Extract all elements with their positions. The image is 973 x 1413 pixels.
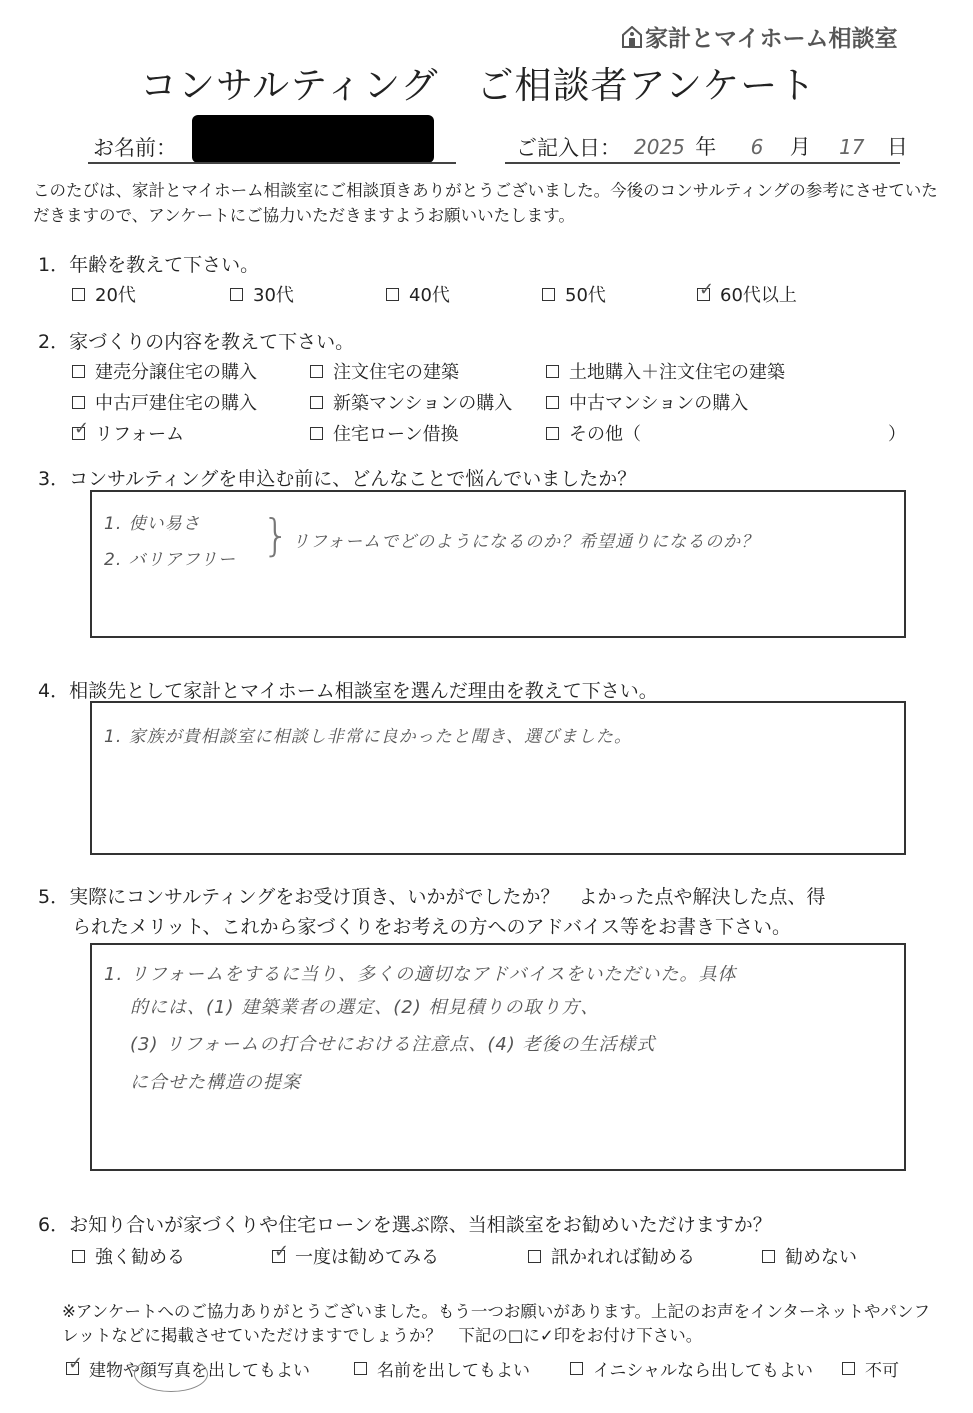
q3-answer-line1: 1. 使い易さ bbox=[104, 514, 201, 534]
q5-answer-line: に合せた構造の提案 bbox=[130, 1072, 301, 1093]
date-day: 17 bbox=[839, 135, 865, 159]
name-label: お名前： bbox=[93, 136, 177, 160]
q5-answer-line: 1. リフォームをするに当り、多くの適切なアドバイスをいただいた。具体 bbox=[104, 964, 737, 985]
q5-answer-line: 的には、(1) 建築業者の選定、(2) 相見積りの取り方、 bbox=[130, 997, 600, 1018]
checkbox[interactable] bbox=[546, 396, 559, 409]
date-underline bbox=[505, 162, 900, 164]
q2-option[interactable]: 住宅ローン借換 bbox=[310, 420, 459, 446]
date-value bbox=[634, 131, 908, 161]
checkbox[interactable] bbox=[310, 365, 323, 378]
q3-answer-line2: 2. バリアフリー bbox=[104, 550, 236, 570]
checkbox[interactable] bbox=[354, 1362, 367, 1375]
q1-option[interactable]: 50代 bbox=[542, 281, 606, 307]
date-year-unit: 年 bbox=[695, 135, 717, 159]
q2-option[interactable]: 新築マンションの購入 bbox=[310, 389, 512, 415]
q6-option[interactable]: 訊かれれば勧める bbox=[528, 1243, 695, 1269]
q2-option[interactable]: その他（ bbox=[546, 420, 641, 446]
checkbox[interactable] bbox=[72, 1250, 85, 1263]
permission-note: ※アンケートへのご協力ありがとうございました。もう一つお願いがあります。上記のお声をインターネットやパンフレットなどに掲載させていただけますでしょうか？ 下記の□に✓印をお付け下さい。 bbox=[62, 1302, 931, 1345]
checkbox-checked[interactable] bbox=[72, 427, 85, 440]
logo bbox=[622, 20, 898, 53]
permission-option[interactable]: 不可 bbox=[842, 1356, 899, 1381]
q2-option[interactable]: 建売分譲住宅の購入 bbox=[72, 358, 257, 384]
checkbox[interactable] bbox=[310, 427, 323, 440]
redacted-name bbox=[192, 115, 434, 163]
q4-label: 4．相談先として家計とマイホーム相談室を選んだ理由を教えて下さい。 bbox=[38, 680, 658, 702]
checkbox[interactable] bbox=[528, 1250, 541, 1263]
q2-label: 2．家づくりの内容を教えて下さい。 bbox=[38, 331, 355, 353]
q2-option[interactable]: 土地購入＋注文住宅の建築 bbox=[546, 358, 785, 384]
q2-option[interactable]: 中古マンションの購入 bbox=[546, 389, 748, 415]
q6-option[interactable]: ✓ 一度は勧めてみる bbox=[272, 1243, 439, 1269]
permission-option[interactable]: 名前を出してもよい bbox=[354, 1356, 530, 1381]
logo-text: 家計とマイホーム相談室 bbox=[645, 26, 898, 52]
intro-text: このたびは、家計とマイホーム相談室にご相談頂きありがとうございました。今後のコンサルティングの参考にさせていただきますので、アンケートにご協力いただきますようお願いいたします。 bbox=[33, 181, 938, 225]
date-day-unit: 日 bbox=[886, 135, 908, 159]
q1-option[interactable]: 20代 bbox=[72, 281, 136, 307]
page-title: コンサルティング ご相談者アンケート bbox=[140, 64, 817, 107]
checkbox[interactable] bbox=[386, 288, 399, 301]
brace-icon: } bbox=[262, 510, 290, 561]
checkbox[interactable] bbox=[72, 365, 85, 378]
checkbox-checked[interactable] bbox=[272, 1250, 285, 1263]
q1-label: 1．年齢を教えて下さい。 bbox=[38, 254, 260, 276]
q2-option[interactable]: 注文住宅の建築 bbox=[310, 358, 459, 384]
q3-answer-main: リフォームでどのようになるのか？希望通りになるのか？ bbox=[292, 532, 760, 552]
checkbox[interactable] bbox=[570, 1362, 583, 1375]
q6-option[interactable]: 強く勧める bbox=[72, 1243, 185, 1269]
permission-option[interactable]: ✓ 建物や顔写真を出してもよい bbox=[66, 1356, 310, 1381]
q5-answer-line: (3) リフォームの打合せにおける注意点、(4) 老後の生活様式 bbox=[130, 1034, 656, 1055]
q1-option[interactable]: 30代 bbox=[230, 281, 294, 307]
checkbox[interactable] bbox=[762, 1250, 775, 1263]
q2-option[interactable]: ✓ リフォーム bbox=[72, 420, 184, 446]
date-month-unit: 月 bbox=[789, 135, 811, 159]
checkbox-checked[interactable] bbox=[66, 1362, 79, 1375]
checkbox[interactable] bbox=[230, 288, 243, 301]
house-icon bbox=[622, 26, 642, 48]
q2-option[interactable]: 中古戸建住宅の購入 bbox=[72, 389, 257, 415]
checkbox[interactable] bbox=[546, 365, 559, 378]
q5-label-line2: られたメリット、これから家づくりをお考えの方へのアドバイス等をお書き下さい。 bbox=[72, 916, 791, 938]
q5-label-line1: 5．実際にコンサルティングをお受け頂き、いかがでしたか？ よかった点や解決した点、得 bbox=[38, 886, 826, 908]
date-year: 2025 bbox=[634, 135, 685, 159]
checkbox-checked[interactable] bbox=[697, 288, 710, 301]
date-month: 6 bbox=[750, 135, 764, 159]
q1-option[interactable]: 40代 bbox=[386, 281, 450, 307]
q2-other-close: ） bbox=[888, 424, 906, 445]
q4-answer: 1. 家族が貴相談室に相談し非常に良かったと聞き、選びました。 bbox=[104, 727, 632, 747]
permission-option[interactable]: イニシャルなら出してもよい bbox=[570, 1356, 813, 1381]
checkbox[interactable] bbox=[72, 396, 85, 409]
q6-option[interactable]: 勧めない bbox=[762, 1243, 857, 1269]
q3-label: 3．コンサルティングを申込む前に、どんなことで悩んでいましたか？ bbox=[38, 468, 637, 490]
checkbox[interactable] bbox=[310, 396, 323, 409]
date-label: ご記入日： bbox=[516, 136, 621, 160]
q6-label: 6．お知り合いが家づくりや住宅ローンを選ぶ際、当相談室をお勧めいただけますか？ bbox=[38, 1214, 772, 1236]
checkbox[interactable] bbox=[542, 288, 555, 301]
checkbox[interactable] bbox=[842, 1362, 855, 1375]
q1-option[interactable]: ✓ 60代以上 bbox=[697, 281, 797, 307]
handwritten-bracket-mark bbox=[134, 1356, 208, 1392]
name-underline bbox=[88, 162, 456, 164]
checkbox[interactable] bbox=[546, 427, 559, 440]
checkbox[interactable] bbox=[72, 288, 85, 301]
